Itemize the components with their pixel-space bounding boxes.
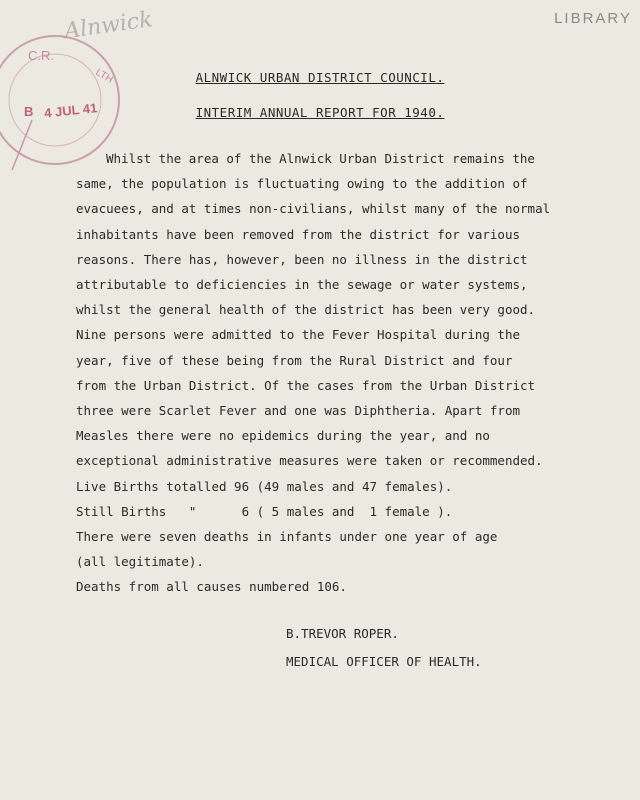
stamp-top-text: C.R. (28, 48, 54, 63)
body-line: Nine persons were admitted to the Fever Hospital during the (76, 327, 521, 343)
deaths-line: Deaths from all causes numbered 106. (76, 579, 347, 595)
signature-name: B.TREVOR ROPER. (286, 626, 399, 641)
stamp-right-text: LTH (93, 67, 115, 86)
body-line: Whilst the area of the Alnwick Urban District remains the (106, 151, 535, 166)
body-line: inhabitants have been removed from the district for various (76, 226, 521, 242)
body-line: evacuees, and at times non-civilians, whilst many of the normal (76, 201, 551, 217)
signature-title: MEDICAL OFFICER OF HEALTH. (286, 654, 482, 669)
scribble-text: Alnwick (62, 7, 155, 45)
council-heading: ALNWICK URBAN DISTRICT COUNCIL. (195, 70, 445, 85)
body-line: same, the population is fluctuating owing to the addition of (76, 176, 528, 192)
body-line: reasons. There has, however, been no illness in the district (76, 251, 528, 267)
stamp-letter: B (24, 104, 34, 119)
stamp-date: 4 JUL 41 (43, 100, 98, 121)
body-line: year, five of these being from the Rural District and four (76, 352, 513, 368)
body-line: exceptional administrative measures were taken or recommended. (76, 453, 543, 469)
still-births-line: Still Births " 6 ( 5 males and 1 female ). (76, 503, 453, 519)
body-line: There were seven deaths in infants under one year of age (76, 529, 498, 545)
live-births-line: Live Births totalled 96 (49 males and 47 females). (76, 478, 453, 494)
body-line: from the Urban District. Of the cases from the Urban District (76, 377, 536, 393)
report-body (76, 146, 621, 600)
body-line: (all legitimate). (76, 554, 204, 570)
body-line: whilst the general health of the district has been very good. (76, 302, 536, 318)
library-label: LIBRARY (554, 10, 632, 27)
body-line: Measles there were no epidemics during the year, and no (76, 428, 490, 444)
body-line: three were Scarlet Fever and one was Diphtheria. Apart from (76, 403, 521, 419)
report-heading: INTERIM ANNUAL REPORT FOR 1940. (195, 105, 445, 120)
body-line: attributable to deficiencies in the sewage or water systems, (76, 277, 528, 293)
